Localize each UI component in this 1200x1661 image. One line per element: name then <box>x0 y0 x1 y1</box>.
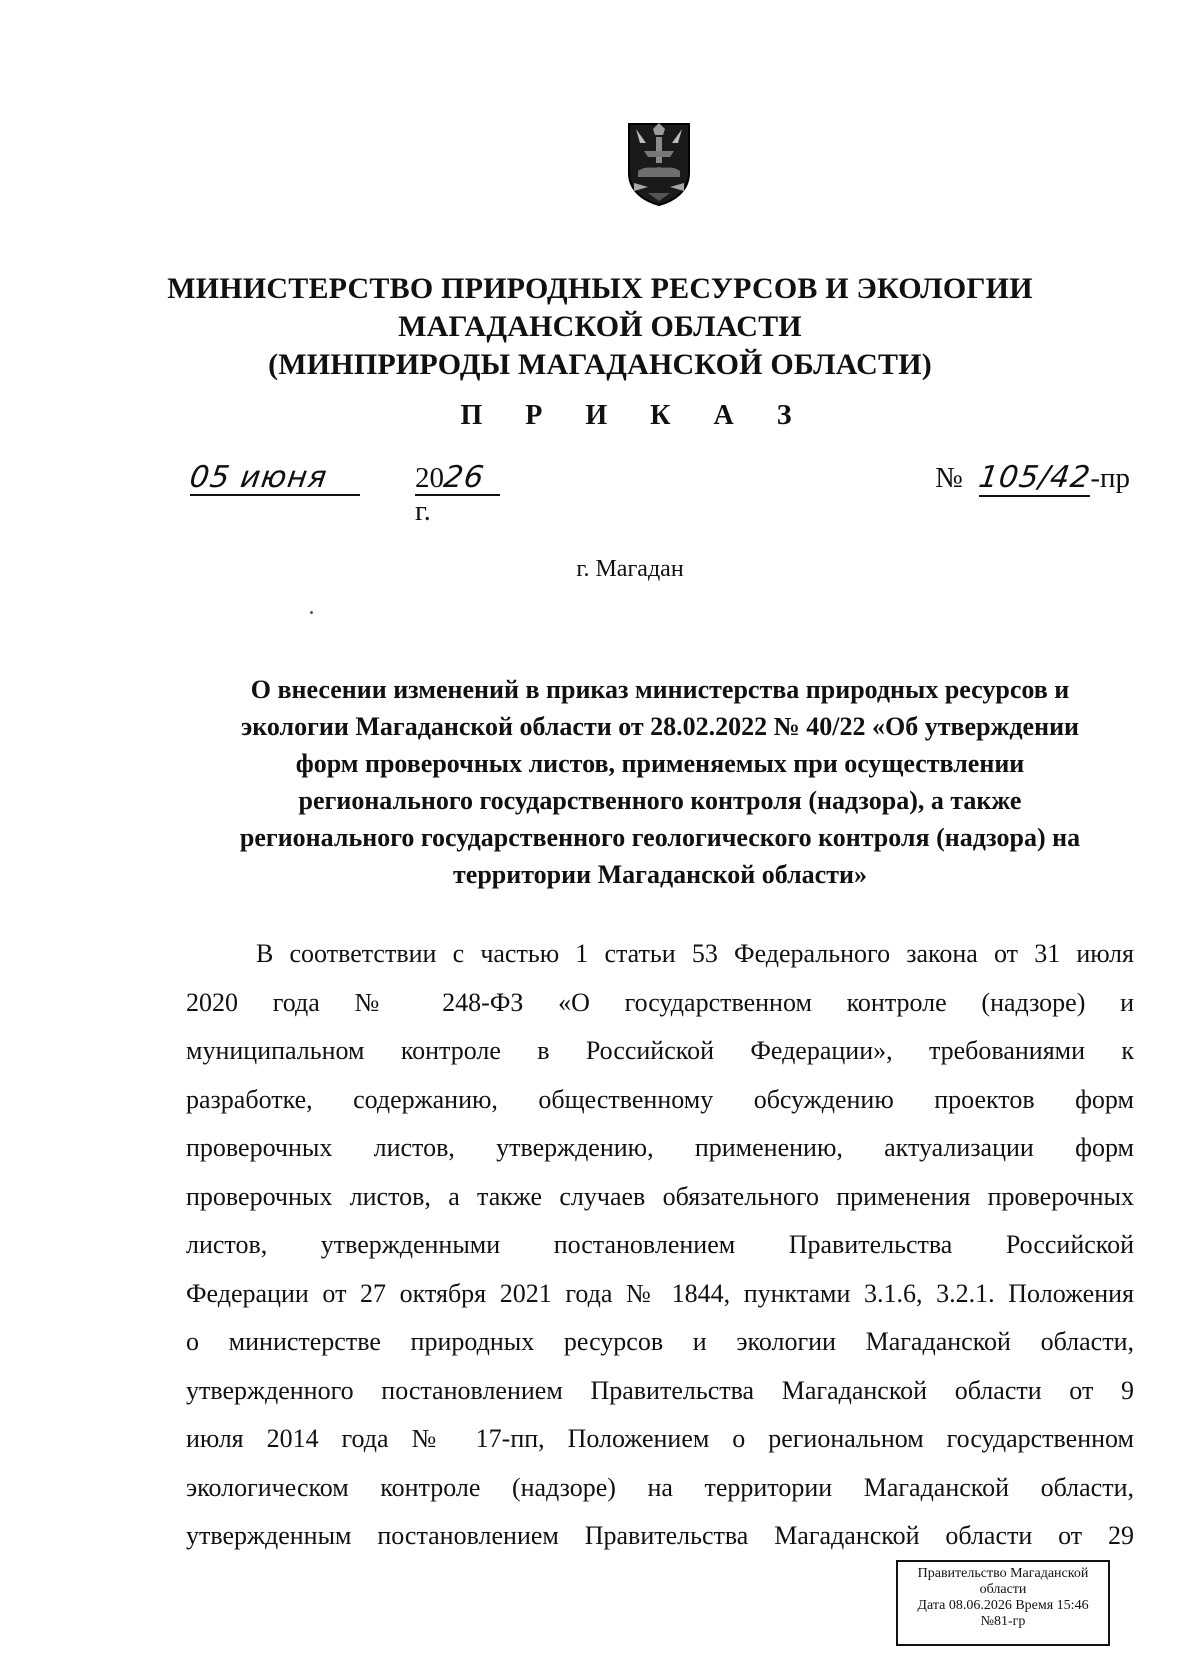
subject-line: О внесении изменений в приказ министерства природных ресурсов и <box>250 675 1070 704</box>
number-sign: № <box>935 462 963 494</box>
body-line: 2020 года № 248-ФЗ «О государственном контроле (надзоре) и <box>186 987 1134 1017</box>
body-line: проверочных листов, а также случаев обязательного применения проверочных <box>186 1181 1134 1211</box>
ministry-name-line-3: (МИНПРИРОДЫ МАГАДАНСКОЙ ОБЛАСТИ) <box>268 348 932 381</box>
ministry-name-line-2: МАГАДАНСКОЙ ОБЛАСТИ <box>398 310 802 343</box>
order-body-paragraph <box>186 930 1134 1561</box>
subject-line: территории Магаданской области» <box>453 860 867 889</box>
order-subject <box>190 671 1130 893</box>
body-line: Федерации от 27 октября 2021 года № 1844, пунктами 3.1.6, 3.2.1. Положения <box>186 1278 1134 1308</box>
stamp-line-3: Дата 08.06.2026 Время 15:46 <box>917 1598 1089 1613</box>
stamp-line-2: области <box>979 1582 1027 1597</box>
subject-line: регионального государственного контроля (надзора), а также <box>298 786 1022 815</box>
ministry-name-line-1: МИНИСТЕРСТВО ПРИРОДНЫХ РЕСУРСОВ И ЭКОЛОГИИ <box>167 272 1033 305</box>
body-line: разработке, содержанию, общественному обсуждению проектов форм <box>186 1084 1134 1114</box>
body-line: экологическом контроле (надзоре) на территории Магаданской области, <box>186 1472 1134 1502</box>
order-year-field <box>415 460 500 527</box>
body-line: проверочных листов, утверждению, применению, актуализации форм <box>186 1133 1134 1162</box>
stamp-line-4: №81-гр <box>980 1614 1026 1629</box>
body-line: утвержденного постановлением Правительства Магаданской области от 9 <box>186 1375 1134 1405</box>
order-number-field <box>935 460 1130 496</box>
body-line: листов, утвержденными постановлением Правительства Российской <box>186 1230 1134 1259</box>
body-line: утвержденным постановлением Правительства Магаданской области от 29 <box>186 1521 1134 1550</box>
handwritten-order-number: 105/42 <box>976 460 1093 495</box>
subject-line: форм проверочных листов, применяемых при осуществлении <box>295 749 1025 778</box>
subject-line: экологии Магаданской области от 28.02.2022 № 40/22 «Об утверждении <box>240 712 1080 741</box>
year-suffix: г. <box>415 495 431 527</box>
order-number-underline <box>976 460 1093 497</box>
registration-stamp <box>896 1560 1110 1646</box>
city-name: г. Магадан <box>576 556 684 582</box>
handwritten-date: 05 июня <box>187 460 330 495</box>
order-date-field <box>187 460 360 496</box>
order-number-suffix: -пр <box>1090 462 1130 494</box>
order-title: П Р И К А З <box>460 400 810 431</box>
year-prefix: 20 <box>415 462 444 494</box>
ministry-name-block <box>0 270 1200 384</box>
handwritten-year: 26 <box>441 460 487 495</box>
scan-speck <box>310 611 313 614</box>
order-date-number-line <box>187 460 1130 527</box>
body-line: муниципальном контроле в Российской Федерации», требованиями к <box>186 1036 1134 1065</box>
stamp-line-1: Правительство Магаданской <box>917 1566 1089 1581</box>
coat-of-arms-emblem <box>626 121 692 207</box>
body-line: о министерстве природных ресурсов и экологии Магаданской области, <box>186 1327 1134 1356</box>
body-line: В соответствии с частью 1 статьи 53 Федерального закона от 31 июля <box>256 939 1134 968</box>
body-line: июля 2014 года № 17-пп, Положением о региональном государственном <box>186 1424 1134 1453</box>
subject-line: регионального государственного геологического контроля (надзора) на <box>239 823 1081 852</box>
